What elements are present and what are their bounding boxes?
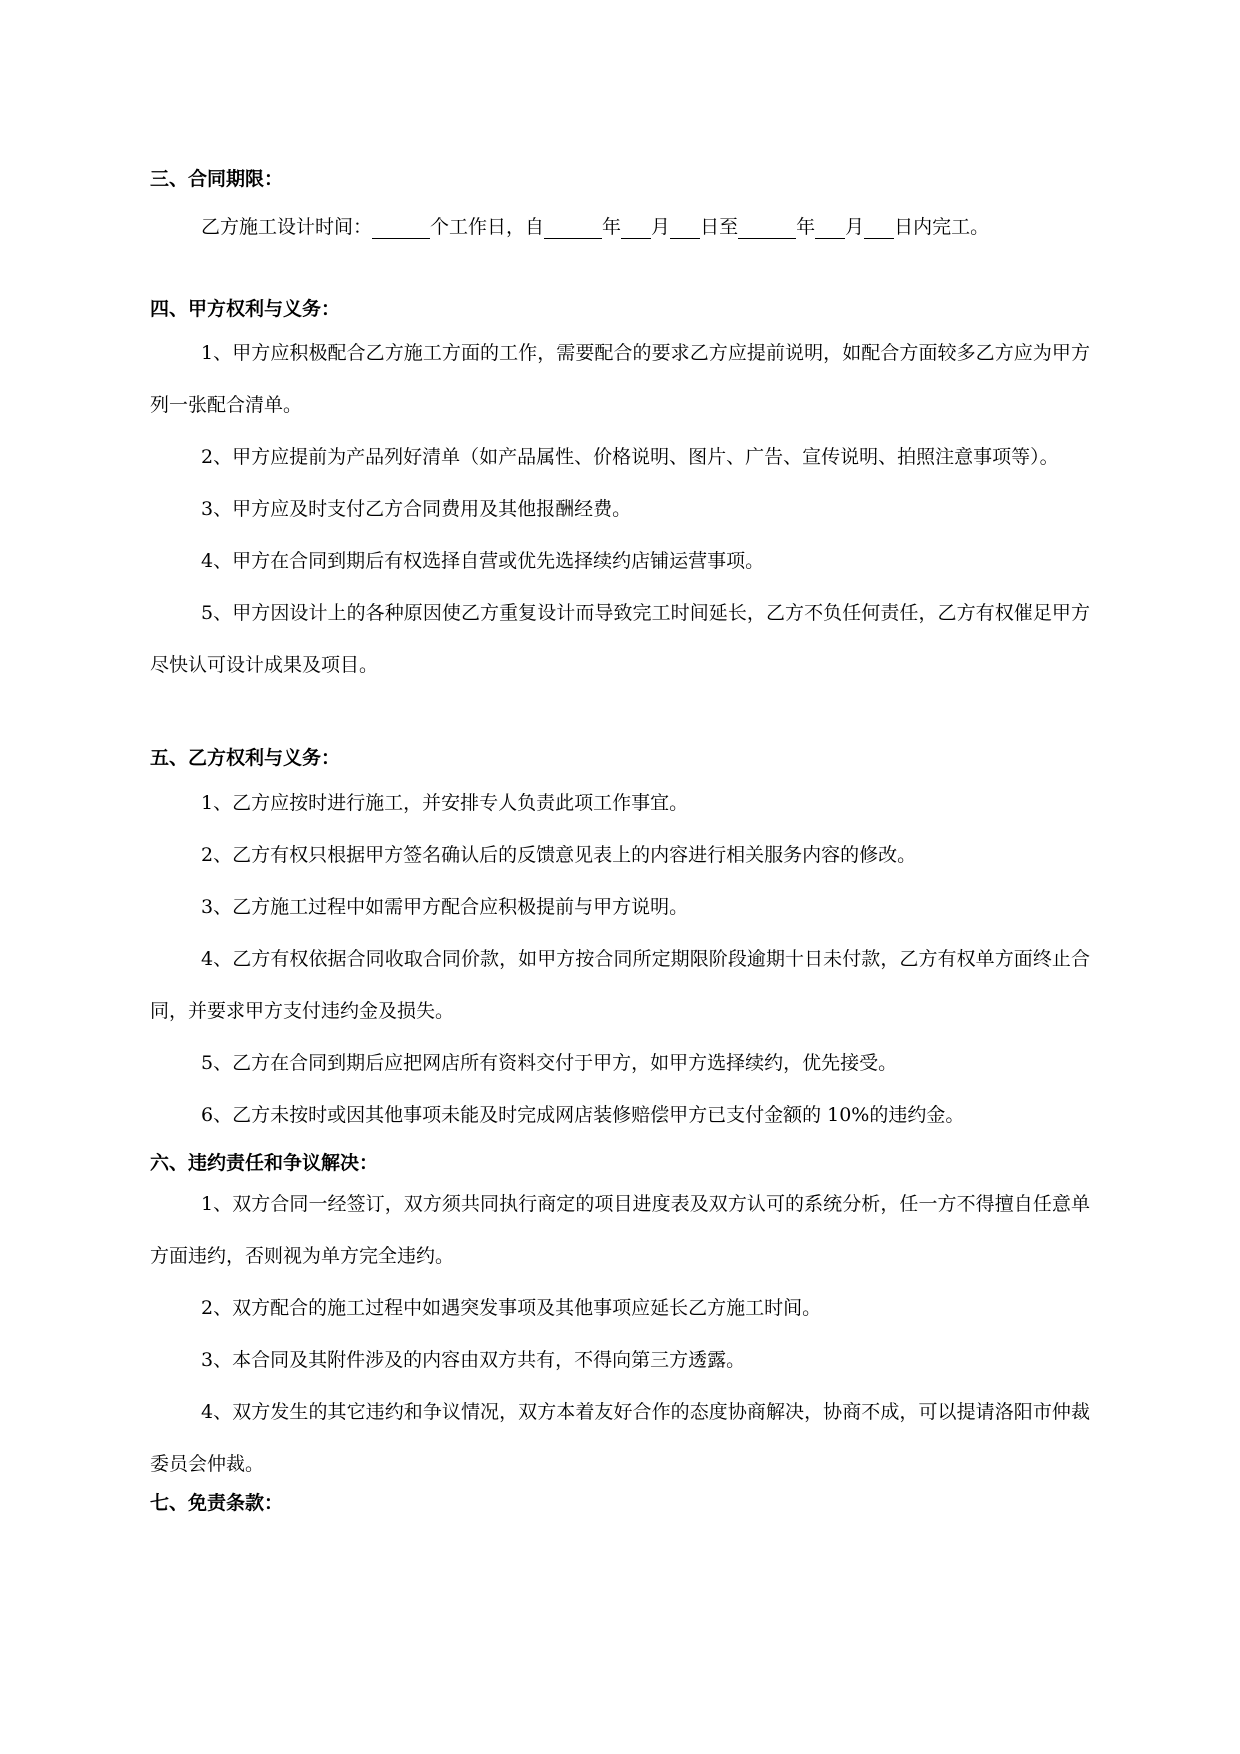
clause: 5、甲方因设计上的各种原因使乙方重复设计而导致完工时间延长，乙方不负任何责任，乙方有权催足甲方尽快认可设计成果及项目。 <box>150 602 1090 676</box>
section-term <box>150 166 1090 253</box>
section-heading: 五、乙方权利与义务： <box>150 747 341 769</box>
clause: 4、甲方在合同到期后有权选择自营或优先选择续约店铺运营事项。 <box>201 550 765 572</box>
term-day-to: 日至 <box>700 216 739 238</box>
term-month-end: 月 <box>845 216 865 238</box>
clause: 4、乙方有权依据合同收取合同价款，如甲方按合同所定期限阶段逾期十日未付款，乙方有权单方面终止合同，并要求甲方支付违约金及损失。 <box>150 948 1090 1022</box>
term-prefix: 乙方施工设计时间： <box>201 216 373 238</box>
term-line <box>150 201 1090 253</box>
clause: 2、乙方有权只根据甲方签名确认后的反馈意见表上的内容进行相关服务内容的修改。 <box>201 844 917 866</box>
blank-year-start <box>544 216 602 239</box>
section-heading: 六、违约责任和争议解决： <box>150 1152 379 1174</box>
term-year-end: 年 <box>796 216 816 238</box>
section-heading: 三、合同期限： <box>150 168 284 190</box>
clause: 6、乙方未按时或因其他事项未能及时完成网店装修赔偿甲方已支付金额的 10%的违约金。 <box>201 1104 965 1126</box>
section-heading: 七、免责条款： <box>150 1492 284 1514</box>
clause: 3、乙方施工过程中如需甲方配合应积极提前与甲方说明。 <box>201 896 689 918</box>
term-day-end: 日内完工。 <box>894 216 990 238</box>
clause: 2、双方配合的施工过程中如遇突发事项及其他事项应延长乙方施工时间。 <box>201 1297 822 1319</box>
clause: 2、甲方应提前为产品列好清单（如产品属性、价格说明、图片、广告、宣传说明、拍照注意事项等）。 <box>201 446 1059 468</box>
blank-month-end <box>815 216 845 239</box>
term-month-start: 月 <box>651 216 671 238</box>
clause: 4、双方发生的其它违约和争议情况，双方本着友好合作的态度协商解决，协商不成，可以提请洛阳市仲裁委员会仲裁。 <box>150 1401 1090 1475</box>
section-breach <box>150 1150 1090 1490</box>
section-exemption <box>150 1490 1090 1516</box>
blank-days <box>372 216 430 239</box>
section-heading: 四、甲方权利与义务： <box>150 298 341 320</box>
clause: 3、本合同及其附件涉及的内容由双方共有，不得向第三方透露。 <box>201 1349 746 1371</box>
term-days-suffix: 个工作日，自 <box>430 216 545 238</box>
section-party-b <box>150 745 1090 1141</box>
clause: 1、双方合同一经签订，双方须共同执行商定的项目进度表及双方认可的系统分析，任一方不得擅自任意单方面违约，否则视为单方完全违约。 <box>150 1193 1090 1267</box>
blank-month-start <box>621 216 651 239</box>
blank-day-start <box>670 216 700 239</box>
section-party-a <box>150 296 1090 691</box>
term-year-start: 年 <box>602 216 622 238</box>
clause: 1、甲方应积极配合乙方施工方面的工作，需要配合的要求乙方应提前说明，如配合方面较多乙方应为甲方列一张配合清单。 <box>150 342 1090 416</box>
clause: 3、甲方应及时支付乙方合同费用及其他报酬经费。 <box>201 498 632 520</box>
blank-year-end <box>738 216 796 239</box>
blank-day-end <box>864 216 894 239</box>
clause: 1、乙方应按时进行施工，并安排专人负责此项工作事宜。 <box>201 792 689 814</box>
clause: 5、乙方在合同到期后应把网店所有资料交付于甲方，如甲方选择续约，优先接受。 <box>201 1052 898 1074</box>
